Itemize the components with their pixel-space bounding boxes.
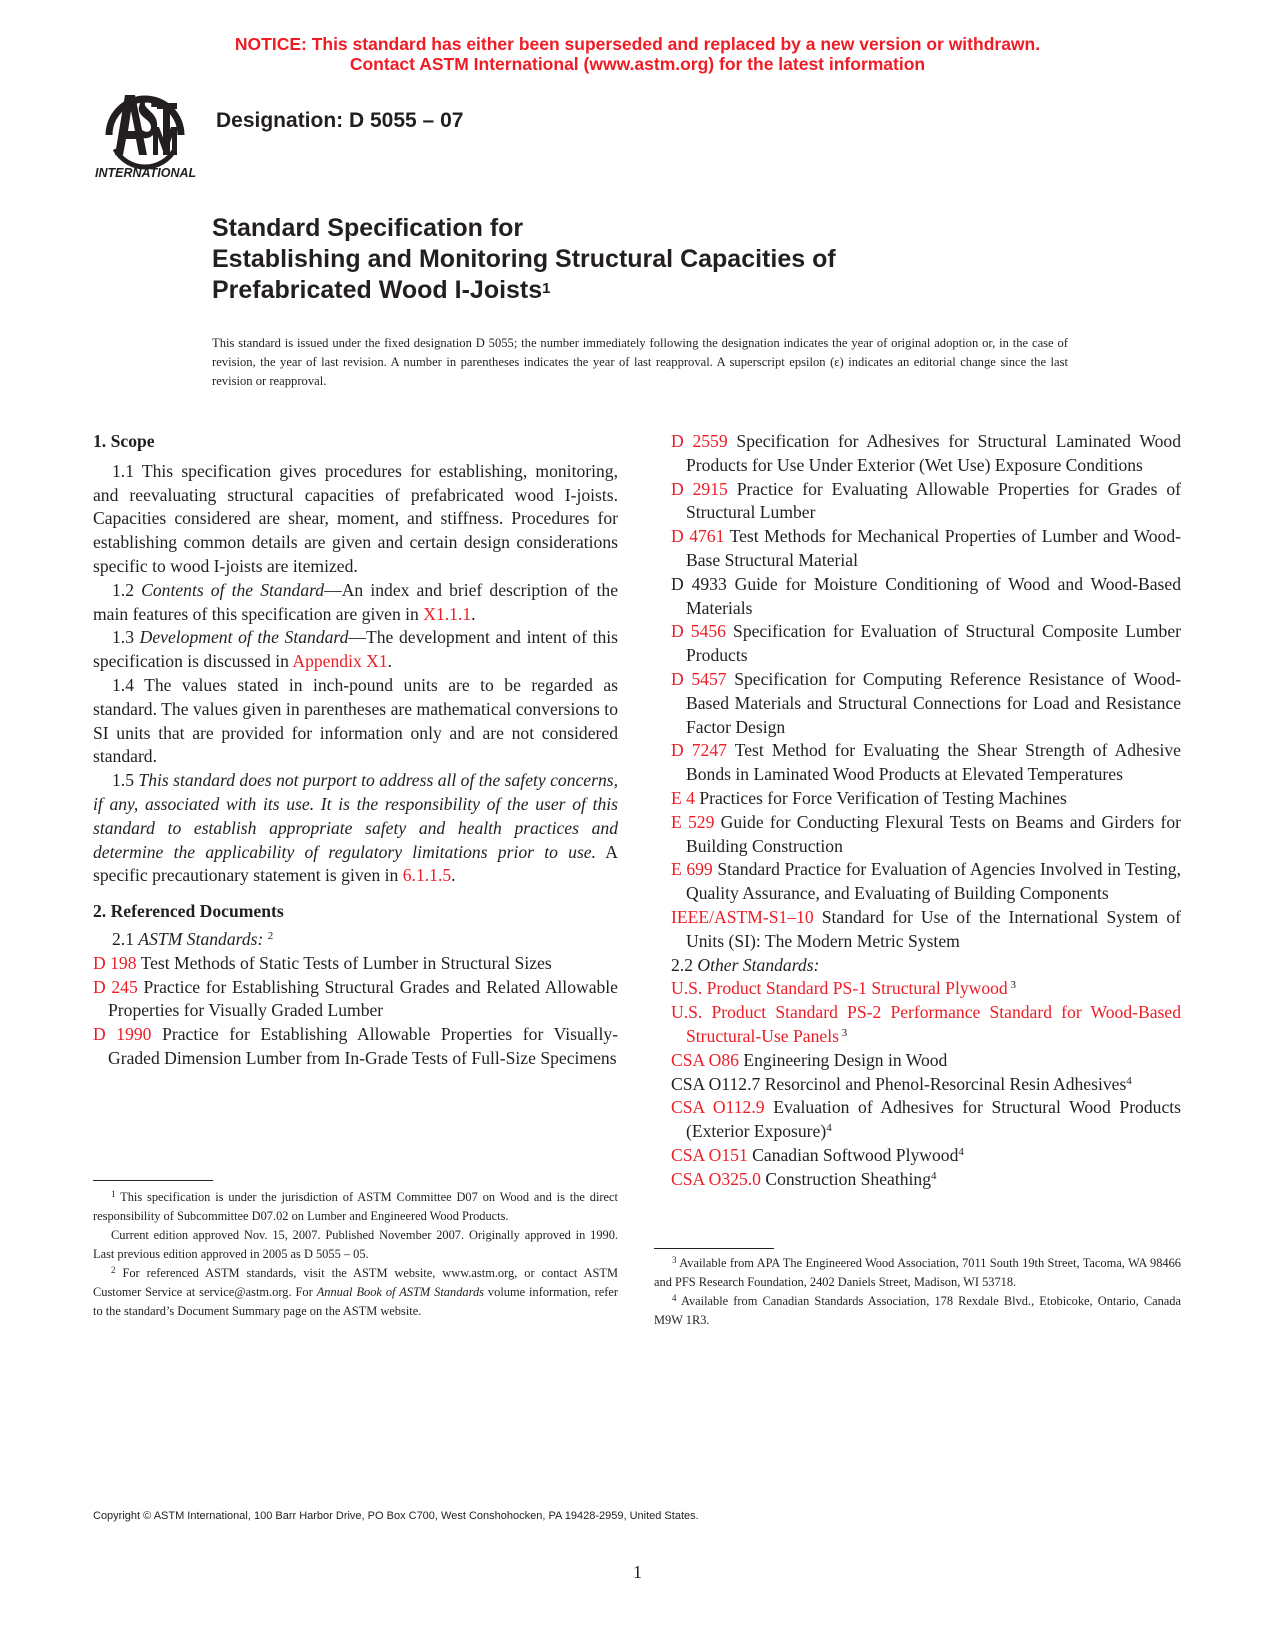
footnote-italic: Annual Book of ASTM Standards (316, 1285, 484, 1299)
designation: Designation: D 5055 – 07 (216, 109, 464, 132)
reference-title: Construction Sheathing (760, 1168, 932, 1189)
para-number: 1.2 (112, 579, 142, 600)
para-number: 2.1 (112, 928, 139, 949)
reference-title: Practice for Establishing Structural Grades and Related Allowable Properties for Visually Graded Lumber (108, 976, 618, 1021)
footnote-number: 4 (672, 1293, 677, 1303)
reference-title: Practice for Establishing Allowable Properties for Visually-Graded Dimension Lumber from In-Grade Tests of Full-Size Specimens (108, 1024, 618, 1068)
title-line-3-text: Prefabricated Wood I-Joists (212, 276, 543, 304)
footnote-3 (654, 1254, 1181, 1292)
right-column (671, 430, 1181, 1192)
footnote-text: This specification is under the jurisdiction of ASTM Committee D07 on Wood and is the direct responsibility of Subcommittee D07.02 on Lumber and Engineered Wood Products. (93, 1190, 618, 1223)
reference-code[interactable]: D 198 (93, 952, 137, 973)
reference-title: Specification for Evaluation of Structural Composite Lumber Products (686, 621, 1181, 666)
reference-code[interactable]: E 4 (671, 787, 695, 808)
link-x1-1-1[interactable]: X1.1.1 (423, 603, 472, 624)
footnote-mark[interactable]: 4 (826, 1122, 832, 1135)
reference-code[interactable]: CSA O325.0 (671, 1168, 761, 1189)
notice-line-1: NOTICE: This standard has either been superseded and replaced by a new version or withdrawn. (234, 34, 1041, 54)
reference-item (671, 478, 1181, 526)
footnote-mark[interactable]: 4 (958, 1145, 964, 1158)
reference-code[interactable]: D 2915 (671, 478, 728, 499)
para-end: . (387, 651, 393, 672)
other-standards-label (671, 954, 1181, 978)
title-line-1: Standard Specification for (212, 214, 524, 242)
footnote-mark[interactable]: 3 (1007, 979, 1016, 992)
footnote-text-end: volume information, refer to the standard’s Document Summary page on the ASTM website. (93, 1285, 618, 1318)
footnote-mark[interactable]: 3 (838, 1026, 848, 1039)
link-appendix-x1[interactable]: Appendix X1 (292, 651, 388, 672)
astm-reference-list-1 (93, 952, 618, 1071)
footnote-text: For referenced ASTM standards, visit the ASTM website, www.astm.org, or contact ASTM Customer Service at service@astm.org. For (93, 1266, 618, 1299)
reference-item (671, 1001, 1181, 1049)
reference-code[interactable]: U.S. Product Standard PS-1 Structural Plywood (671, 978, 1008, 999)
para-title: Contents of the Standard (141, 579, 325, 600)
other-standards-title: Other Standards: (697, 954, 820, 975)
link-6-1-1-5[interactable]: 6.1.1.5 (402, 865, 452, 886)
reference-code[interactable]: D 245 (93, 976, 138, 997)
reference-title: Engineering Design in Wood (738, 1049, 948, 1070)
reference-title: Canadian Softwood Plywood (747, 1144, 959, 1165)
reference-code[interactable]: CSA O112.9 (671, 1097, 765, 1118)
reference-item (671, 1168, 1181, 1192)
reference-code[interactable]: E 699 (671, 859, 713, 880)
reference-title: Specification for Adhesives for Structural Laminated Wood Products for Use Under Exterior (Wet Use) Exposure Conditions (686, 431, 1181, 475)
footnote-rule-left (93, 1180, 213, 1181)
referenced-documents-heading: 2. Referenced Documents (93, 901, 284, 922)
footnote-text: Available from APA The Engineered Wood Association, 7011 South 19th Street, Tacoma, WA 98466 and PFS Research Foundation, 2402 Daniels Street, Madison, WI 53718. (654, 1256, 1181, 1289)
left-column (93, 430, 618, 1071)
title-line-3 (212, 275, 836, 306)
other-reference-list (671, 977, 1181, 1191)
footnote-1-edition: Current edition approved Nov. 15, 2007. Published November 2007. Originally approved in 1990. Last previous edition approved in 2005 as D 5055 – 05. (93, 1228, 618, 1261)
para-text: —The development and intent of this specification is discussed in (93, 627, 618, 672)
reference-item (671, 620, 1181, 668)
reference-title: Practice for Evaluating Allowable Properties for Grades of Structural Lumber (686, 478, 1181, 523)
title-line-2: Establishing and Monitoring Structural Capacities of (212, 245, 836, 273)
reference-item (93, 1023, 618, 1071)
footnote-mark[interactable]: 4 (931, 1169, 937, 1182)
reference-item (671, 739, 1181, 787)
para-number: 1.3 (112, 627, 140, 648)
reference-title: Specification for Computing Reference Resistance of Wood-Based Materials and Structural Connections for Load and Resistance Factor Design (686, 668, 1182, 737)
footnote-number: 3 (672, 1255, 677, 1265)
footnote-2 (93, 1264, 618, 1321)
reference-title: Standard Practice for Evaluation of Agencies Involved in Testing, Quality Assurance, and Evaluating of Building Components (686, 859, 1181, 904)
reference-title: Test Method for Evaluating the Shear Strength of Adhesive Bonds in Laminated Wood Products at Elevated Temperatures (686, 740, 1181, 785)
astm-standards-label (93, 928, 618, 952)
footnote-text: Available from Canadian Standards Association, 178 Rexdale Blvd., Etobicoke, Ontario, Canada M9W 1R3. (654, 1294, 1181, 1327)
issuance-statement: This standard is issued under the fixed designation D 5055; the number immediately following the designation indicates the year of original adoption or, in the case of revision, the year of last revision. A number in parentheses indicates the year of last reapproval. A superscript epsilon (ε) indicates an editorial change since the last revision or reapproval. (212, 336, 1068, 388)
reference-code[interactable]: D 5457 (671, 668, 727, 689)
reference-item (671, 858, 1181, 906)
footnote-mark[interactable]: 2 (267, 929, 274, 942)
withdrawal-notice (0, 34, 1275, 74)
para-title: Development of the Standard (139, 627, 349, 648)
para-text: A specific precautionary statement is given in (93, 841, 618, 886)
reference-code[interactable]: CSA O86 (671, 1049, 739, 1070)
para-end: . (451, 865, 456, 886)
scope-1-4: 1.4 The values stated in inch-pound units are to be regarded as standard. The values given in parentheses are mathematical conversions to SI units that are provided for information only and are not considered standard. (93, 674, 618, 767)
reference-title: Test Methods for Mechanical Properties of Lumber and Wood-Base Structural Material (686, 526, 1182, 570)
footnote-number: 2 (111, 1265, 116, 1275)
reference-title: Guide for Moisture Conditioning of Wood and Wood-Based Materials (686, 573, 1182, 618)
para-number: 1.5 (112, 770, 139, 791)
astm-reference-list-2 (671, 430, 1181, 954)
reference-title: Standard for Use of the International System of Units (SI): The Modern Metric System (686, 906, 1181, 951)
reference-item (671, 906, 1181, 954)
reference-code[interactable]: CSA O151 (671, 1144, 748, 1165)
reference-item (671, 1144, 1181, 1168)
scope-1-5 (93, 769, 618, 888)
page-number: 1 (633, 1562, 642, 1582)
scope-1-1: 1.1 This specification gives procedures for establishing, monitoring, and reevaluating structural capacities of prefabricated wood I-joists. Capacities considered are shear, moment, and stiffness. Procedures for establishing common details are given and certain design considerations specific to wood I-joists are itemized. (93, 460, 618, 576)
logo-text: INTERNATIONAL (95, 166, 197, 180)
footnote-mark[interactable]: 4 (1126, 1074, 1132, 1087)
para-number: 2.2 (671, 954, 698, 975)
reference-code[interactable]: D 1990 (93, 1024, 152, 1045)
scope-1-3 (93, 626, 618, 674)
notice-line-2: Contact ASTM International (www.astm.org) for the latest information (349, 54, 926, 74)
astm-logo-icon (95, 85, 197, 185)
footnotes-left (93, 1188, 618, 1321)
reference-title: Test Methods of Static Tests of Lumber in Structural Sizes (136, 952, 552, 973)
reference-code[interactable]: D 5456 (671, 621, 726, 642)
reference-item (671, 787, 1181, 811)
reference-code[interactable]: D 7247 (671, 740, 727, 761)
reference-code: D 4933 (671, 573, 727, 594)
footnote-4 (654, 1292, 1181, 1330)
reference-item (671, 1049, 1181, 1073)
scope-1-2 (93, 579, 618, 627)
reference-item (671, 1096, 1181, 1144)
reference-code[interactable]: D 2559 (671, 431, 728, 451)
reference-code[interactable]: D 4761 (671, 526, 725, 547)
scope-heading: 1. Scope (93, 431, 155, 451)
astm-logo (95, 85, 197, 185)
reference-code[interactable]: E 529 (671, 811, 715, 832)
reference-item (671, 430, 1181, 478)
reference-title: Evaluation of Adhesives for Structural Wood Products (Exterior Exposure) (686, 1097, 1181, 1142)
document-title (212, 213, 836, 306)
reference-item (671, 573, 1181, 621)
reference-item (93, 952, 618, 976)
reference-item (671, 1073, 1181, 1097)
reference-code[interactable]: IEEE/ASTM-S1–10 (671, 906, 814, 927)
title-footnote-mark[interactable]: 1 (542, 280, 551, 297)
para-end: . (471, 603, 476, 624)
reference-item (671, 811, 1181, 859)
astm-standards-title: ASTM Standards: (138, 928, 264, 949)
copyright: Copyright © ASTM International, 100 Barr Harbor Drive, PO Box C700, West Conshohocken, PA 19428-2959, United States. (93, 1510, 699, 1522)
para-text: —An index and brief description of the main features of this specification are given in (93, 579, 619, 624)
reference-item (671, 668, 1181, 739)
reference-title: Practices for Force Verification of Testing Machines (694, 787, 1067, 808)
safety-statement: This standard does not purport to address all of the safety concerns, if any, associated with its use. It is the responsibility of the user of this standard to establish appropriate safety and health practices and determine the applicability of regulatory limitations prior to use. (93, 770, 619, 862)
reference-item (671, 525, 1181, 573)
footnote-number: 1 (111, 1189, 116, 1199)
reference-code[interactable]: U.S. Product Standard PS-2 Performance Standard for Wood-Based Structural-Use Panels (671, 1002, 1181, 1046)
reference-item (671, 977, 1181, 1001)
reference-item (93, 976, 618, 1024)
footnote-rule-right (654, 1248, 774, 1249)
footnotes-right (654, 1254, 1181, 1330)
reference-title: Guide for Conducting Flexural Tests on Beams and Girders for Building Construction (686, 811, 1181, 856)
reference-code: CSA O112.7 (671, 1073, 761, 1094)
reference-title: Resorcinol and Phenol-Resorcinal Resin Adhesives (760, 1073, 1127, 1094)
footnote-1 (93, 1188, 618, 1226)
